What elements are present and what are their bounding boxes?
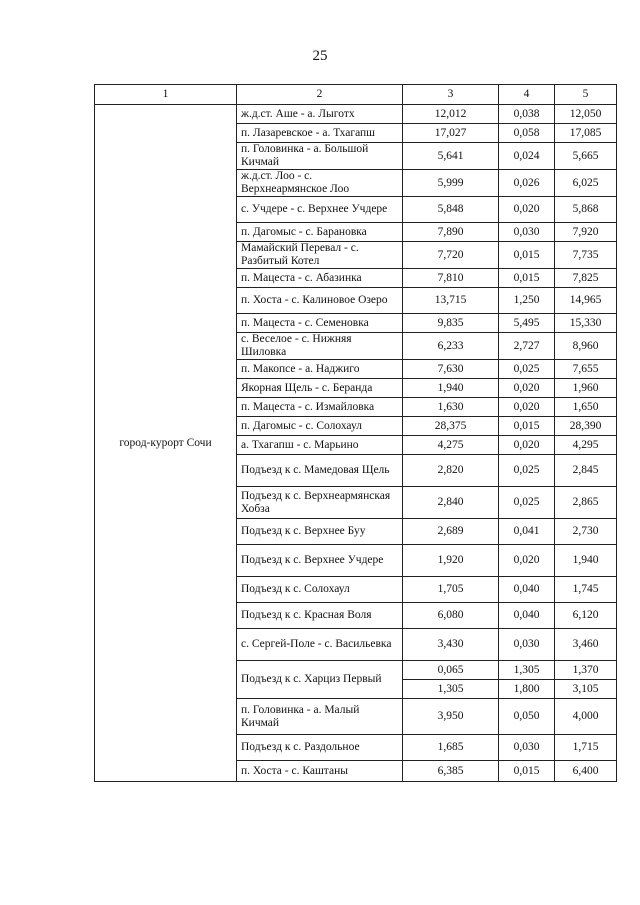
value-cell: 0,030 — [499, 735, 555, 761]
value-cell: 1,940 — [403, 379, 499, 398]
value-cell: 1,745 — [555, 577, 617, 603]
road-name-cell: Подъезд к с. Верхнее Учдере — [237, 545, 403, 577]
value-cell: 0,026 — [499, 170, 555, 197]
value-cell: 0,020 — [499, 379, 555, 398]
road-name-cell: с. Сергей-Поле - с. Васильевка — [237, 629, 403, 661]
road-name-cell: ж.д.ст. Лоо - с. Верхнеармянское Лоо — [237, 170, 403, 197]
value-cell: 0,020 — [499, 545, 555, 577]
road-name-cell: п. Хоста - с. Каштаны — [237, 761, 403, 782]
value-cell: 5,495 — [499, 314, 555, 333]
road-name-cell: п. Дагомыс - с. Солохаул — [237, 417, 403, 436]
road-name-cell: п. Хоста - с. Калиновое Озеро — [237, 288, 403, 314]
value-cell: 1,960 — [555, 379, 617, 398]
road-name-cell: Подъезд к с. Раздольное — [237, 735, 403, 761]
value-cell: 4,000 — [555, 699, 617, 735]
value-cell: 0,015 — [499, 761, 555, 782]
road-name-cell: Мамайский Перевал - с. Разбитый Котел — [237, 242, 403, 269]
value-cell: 3,430 — [403, 629, 499, 661]
value-cell: 12,050 — [555, 105, 617, 124]
header-cell: 5 — [555, 85, 617, 105]
value-cell: 0,030 — [499, 223, 555, 242]
value-cell: 0,040 — [499, 577, 555, 603]
value-cell: 1,630 — [403, 398, 499, 417]
value-cell: 28,375 — [403, 417, 499, 436]
road-name-cell: с. Учдере - с. Верхнее Учдере — [237, 197, 403, 223]
value-cell: 15,330 — [555, 314, 617, 333]
value-cell: 5,999 — [403, 170, 499, 197]
value-cell: 5,868 — [555, 197, 617, 223]
value-cell: 0,020 — [499, 398, 555, 417]
value-cell: 1,705 — [403, 577, 499, 603]
value-cell: 0,040 — [499, 603, 555, 629]
header-cell: 2 — [237, 85, 403, 105]
header-row — [95, 85, 617, 105]
road-name-cell: п. Мацеста - с. Абазинка — [237, 269, 403, 288]
value-cell: 0,025 — [499, 360, 555, 379]
road-name-cell: Подъезд к с. Солохаул — [237, 577, 403, 603]
value-cell: 4,275 — [403, 436, 499, 455]
value-cell: 7,735 — [555, 242, 617, 269]
value-cell: 0,015 — [499, 242, 555, 269]
value-cell: 13,715 — [403, 288, 499, 314]
road-name-cell: п. Головинка - а. Большой Кичмай — [237, 143, 403, 170]
road-name-cell: п. Макопсе - а. Наджиго — [237, 360, 403, 379]
road-name-cell: п. Головинка - а. Малый Кичмай — [237, 699, 403, 735]
value-cell: 2,689 — [403, 519, 499, 545]
value-cell: 5,848 — [403, 197, 499, 223]
value-cell: 1,305 — [403, 680, 499, 699]
value-cell: 2,845 — [555, 455, 617, 487]
value-cell: 6,025 — [555, 170, 617, 197]
value-cell: 0,024 — [499, 143, 555, 170]
region-cell: город-курорт Сочи — [95, 105, 237, 782]
road-name-cell: Подъезд к с. Мамедовая Щель — [237, 455, 403, 487]
value-cell: 0,015 — [499, 269, 555, 288]
value-cell: 7,720 — [403, 242, 499, 269]
value-cell: 1,800 — [499, 680, 555, 699]
road-name-cell: ж.д.ст. Аше - а. Лыготх — [237, 105, 403, 124]
value-cell: 3,950 — [403, 699, 499, 735]
value-cell: 17,027 — [403, 124, 499, 143]
value-cell: 1,305 — [499, 661, 555, 680]
value-cell: 3,105 — [555, 680, 617, 699]
value-cell: 1,940 — [555, 545, 617, 577]
road-name-cell: Подъезд к с. Красная Воля — [237, 603, 403, 629]
road-name-cell: Якорная Щель - с. Беранда — [237, 379, 403, 398]
value-cell: 17,085 — [555, 124, 617, 143]
value-cell: 2,820 — [403, 455, 499, 487]
value-cell: 3,460 — [555, 629, 617, 661]
road-name-cell: Подъезд к с. Харциз Первый — [237, 661, 403, 699]
value-cell: 2,730 — [555, 519, 617, 545]
value-cell: 2,840 — [403, 487, 499, 519]
value-cell: 14,965 — [555, 288, 617, 314]
value-cell: 9,835 — [403, 314, 499, 333]
value-cell: 7,890 — [403, 223, 499, 242]
value-cell: 0,065 — [403, 661, 499, 680]
value-cell: 6,120 — [555, 603, 617, 629]
value-cell: 4,295 — [555, 436, 617, 455]
road-name-cell: п. Лазаревское - а. Тхагапш — [237, 124, 403, 143]
value-cell: 0,058 — [499, 124, 555, 143]
roads-table — [94, 84, 617, 782]
value-cell: 0,025 — [499, 487, 555, 519]
road-name-cell: Подъезд к с. Верхнеармянская Хобза — [237, 487, 403, 519]
page-number: 25 — [312, 48, 328, 64]
table-row — [95, 105, 617, 124]
road-name-cell: п. Мацеста - с. Семеновка — [237, 314, 403, 333]
value-cell: 2,865 — [555, 487, 617, 519]
value-cell: 1,715 — [555, 735, 617, 761]
value-cell: 1,920 — [403, 545, 499, 577]
value-cell: 7,825 — [555, 269, 617, 288]
value-cell: 0,030 — [499, 629, 555, 661]
value-cell: 2,727 — [499, 333, 555, 360]
value-cell: 1,685 — [403, 735, 499, 761]
road-name-cell: п. Дагомыс - с. Барановка — [237, 223, 403, 242]
header-cell: 1 — [95, 85, 237, 105]
header-cell: 4 — [499, 85, 555, 105]
value-cell: 1,370 — [555, 661, 617, 680]
road-name-cell: с. Веселое - с. Нижняя Шиловка — [237, 333, 403, 360]
value-cell: 6,385 — [403, 761, 499, 782]
header-cell: 3 — [403, 85, 499, 105]
value-cell: 6,400 — [555, 761, 617, 782]
value-cell: 0,015 — [499, 417, 555, 436]
value-cell: 7,630 — [403, 360, 499, 379]
value-cell: 5,641 — [403, 143, 499, 170]
value-cell: 7,810 — [403, 269, 499, 288]
value-cell: 1,250 — [499, 288, 555, 314]
value-cell: 5,665 — [555, 143, 617, 170]
value-cell: 0,038 — [499, 105, 555, 124]
value-cell: 6,080 — [403, 603, 499, 629]
road-name-cell: Подъезд к с. Верхнее Буу — [237, 519, 403, 545]
value-cell: 8,960 — [555, 333, 617, 360]
value-cell: 28,390 — [555, 417, 617, 436]
value-cell: 6,233 — [403, 333, 499, 360]
value-cell: 7,920 — [555, 223, 617, 242]
value-cell: 0,025 — [499, 455, 555, 487]
value-cell: 0,020 — [499, 436, 555, 455]
value-cell: 7,655 — [555, 360, 617, 379]
value-cell: 0,041 — [499, 519, 555, 545]
value-cell: 12,012 — [403, 105, 499, 124]
road-name-cell: а. Тхагапш - с. Марьино — [237, 436, 403, 455]
road-name-cell: п. Мацеста - с. Измайловка — [237, 398, 403, 417]
value-cell: 0,020 — [499, 197, 555, 223]
value-cell: 1,650 — [555, 398, 617, 417]
value-cell: 0,050 — [499, 699, 555, 735]
